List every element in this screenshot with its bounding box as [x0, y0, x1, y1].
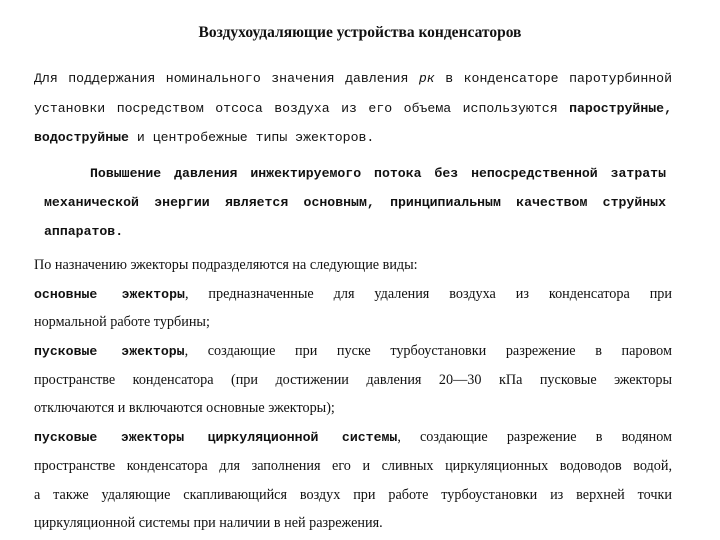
- emphasis: пароструйные,: [569, 101, 672, 116]
- paragraph-3-line-1: По назначению эжекторы подразделяются на следующие виды:: [34, 257, 418, 273]
- paragraph-2-line-2: механической энергии является основным, принципиальным качеством струйных: [44, 195, 666, 210]
- paragraph-5-line-3: отключаются и включаются основные эжекторы);: [34, 400, 335, 416]
- paragraph-1-line-3: [34, 129, 672, 147]
- text: и центробежные типы эжекторов.: [136, 130, 375, 145]
- paragraph-5-line-1: [34, 342, 672, 361]
- pressure-symbol: рк: [418, 71, 435, 86]
- paragraph-6-line-4: циркуляционной системы при наличии в ней разрежения.: [34, 515, 383, 531]
- paragraph-1-line-2: [34, 100, 672, 118]
- emphasis: водоструйные: [34, 130, 129, 145]
- paragraph-5-line-2: пространстве конденсатора (при достижении давления 20—30 кПа пусковые эжекторы: [34, 372, 672, 388]
- paragraph-2-line-3: аппаратов.: [44, 224, 124, 239]
- paragraph-6-line-2: пространстве конденсатора для заполнения его и сливных циркуляционных водоводов водой,: [34, 458, 672, 474]
- paragraph-6-line-1: [34, 428, 672, 447]
- text: установки посредством отсоса воздуха из его объема используются: [34, 101, 558, 116]
- emphasis: пусковые эжекторы циркуляционной системы: [34, 430, 398, 445]
- text: в конденсаторе паротурбинной: [445, 71, 672, 86]
- text: , предназначенные для удаления воздуха из конденсатора при: [184, 286, 672, 302]
- emphasis: пусковые эжекторы: [34, 344, 185, 359]
- paragraph-6-line-3: а также удаляющие скапливающийся воздух при работе турбоустановки из верхней точки: [34, 487, 672, 503]
- text: Для поддержания номинального значения давления: [34, 71, 409, 86]
- paragraph-4-line-2: нормальной работе турбины;: [34, 314, 210, 330]
- page-title: Воздухоудаляющие устройства конденсаторов: [198, 24, 522, 41]
- text: , создающие разрежение в водяном: [397, 429, 672, 445]
- text: , создающие при пуске турбоустановки разрежение в паровом: [184, 343, 672, 359]
- emphasis: основные эжекторы: [34, 287, 185, 302]
- paragraph-1-line-1: [34, 70, 672, 88]
- paragraph-4-line-1: [34, 285, 672, 304]
- paragraph-2-line-1: Повышение давления инжектируемого потока без непосредственной затраты: [90, 166, 666, 181]
